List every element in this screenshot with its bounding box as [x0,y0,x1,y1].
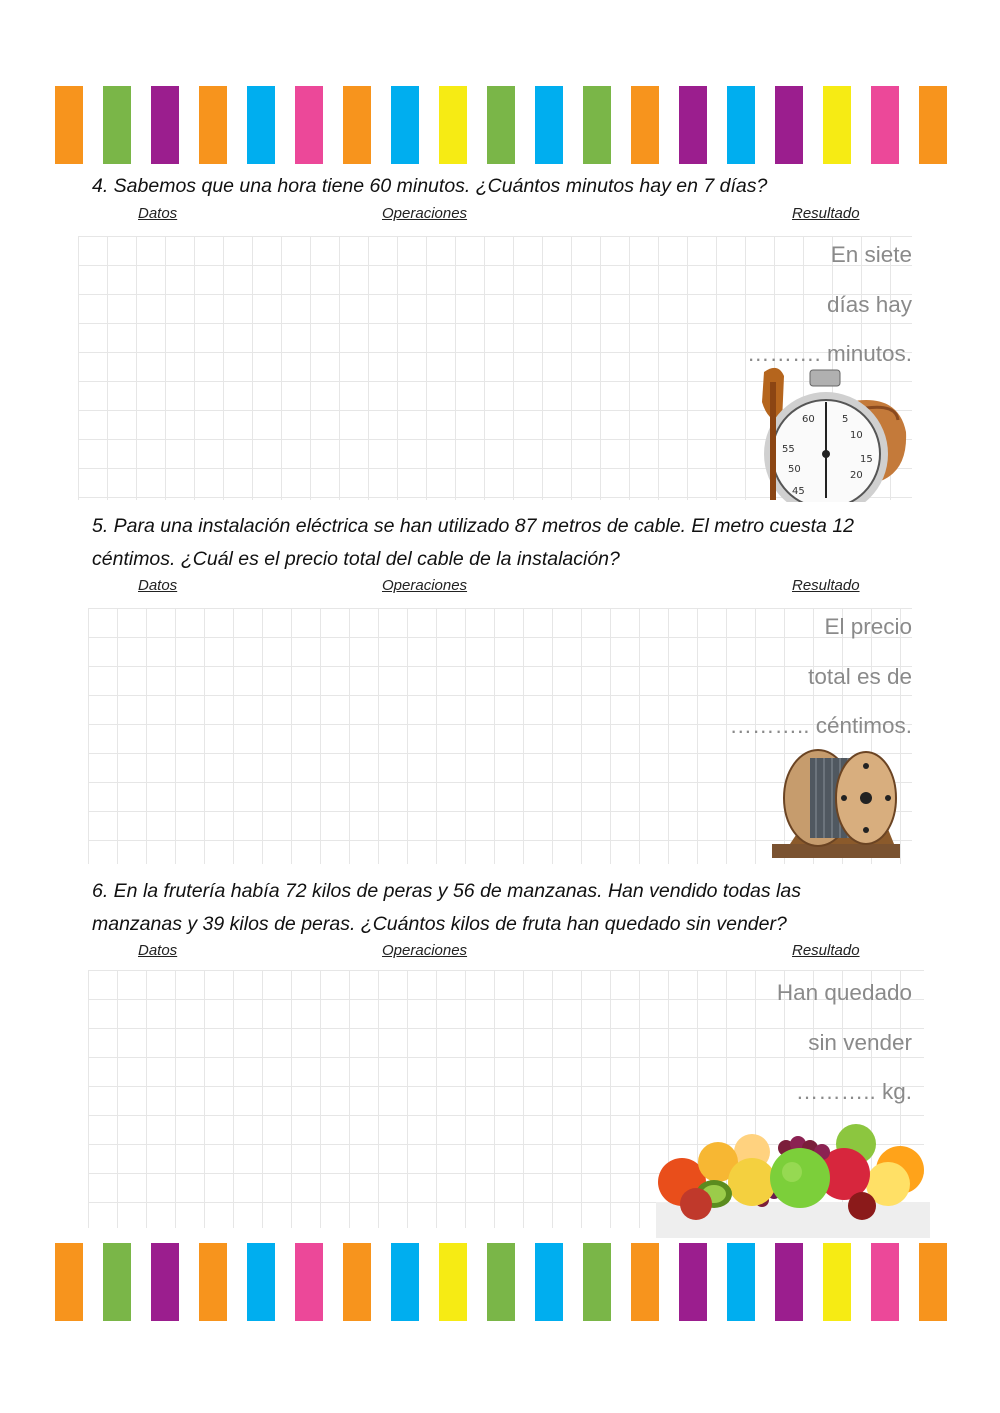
stripe-bar [487,86,515,164]
svg-text:45: 45 [792,486,805,497]
stripe-bar [919,86,947,164]
stripe-bar [631,86,659,164]
stripe-bar [679,86,707,164]
stripe-bar [535,1243,563,1321]
stripe-bar [487,1243,515,1321]
stripe-bar [823,1243,851,1321]
fruit-pile-icon [656,1112,930,1238]
question-4: 4. Sabemos que una hora tiene 60 minutos. ¿Cuántos minutos hay en 7 días? [92,175,768,197]
stripe-bar [151,86,179,164]
svg-text:20: 20 [850,470,863,481]
label-datos: Datos [138,577,178,594]
stripe-bar [439,86,467,164]
question-5 [92,510,922,576]
svg-text:50: 50 [788,464,801,475]
label-operaciones: Operaciones [382,942,468,959]
stripe-bar [55,86,83,164]
stripe-bar [823,86,851,164]
svg-text:55: 55 [782,444,795,455]
bottom-stripe-border [55,1243,945,1321]
question-5-line-1: 5. Para una instalación eléctrica se han utilizado 87 metros de cable. El metro cuesta 12 [92,515,855,537]
stripe-bar [199,86,227,164]
svg-text:10: 10 [850,430,863,441]
question-6 [92,875,922,941]
stripe-bar [535,86,563,164]
stripe-bar [151,1243,179,1321]
cable-reel-icon [770,744,902,862]
answer-4 [747,230,912,379]
stripe-bar [103,86,131,164]
stripe-bar [247,1243,275,1321]
stripe-bar [583,86,611,164]
question-5-line-2: céntimos. ¿Cuál es el precio total del cable de la instalación? [92,548,620,570]
answer-5-line-1: El precio [824,614,912,639]
top-stripe-border [55,86,945,164]
stripe-bar [679,1243,707,1321]
stopwatch-icon [758,362,910,502]
stripe-bar [295,1243,323,1321]
answer-4-line-3[interactable]: ………. minutos. [746,341,912,366]
answer-5-line-3[interactable]: ……….. céntimos. [729,713,912,738]
answer-6-line-1: Han quedado [776,980,912,1005]
answer-5-line-2: total es de [808,663,912,689]
stripe-bar [583,1243,611,1321]
stripe-bar [871,1243,899,1321]
stripe-bar [391,1243,419,1321]
stripe-bar [295,86,323,164]
stripe-bar [919,1243,947,1321]
stripe-bar [391,86,419,164]
label-resultado: Resultado [792,577,860,594]
label-datos: Datos [138,942,178,959]
stripe-bar [439,1243,467,1321]
stripe-bar [247,86,275,164]
answer-6-line-3[interactable]: ……….. kg. [795,1079,912,1104]
question-6-line-1: 6. En la frutería había 72 kilos de peras y 56 de manzanas. Han vendido todas las [92,880,801,902]
stripe-bar [727,1243,755,1321]
stripe-bar [871,86,899,164]
answer-6-line-2: sin vender [808,1029,912,1055]
stripe-bar [55,1243,83,1321]
answer-4-line-1: En siete [830,242,912,267]
svg-text:60: 60 [802,414,815,425]
stripe-bar [199,1243,227,1321]
label-resultado: Resultado [792,205,860,222]
label-operaciones: Operaciones [382,205,468,222]
svg-text:5: 5 [842,414,849,425]
label-datos: Datos [138,205,178,222]
stripe-bar [775,1243,803,1321]
answer-5 [729,602,912,751]
stripe-bar [727,86,755,164]
stripe-bar [343,86,371,164]
stripe-bar [775,86,803,164]
svg-text:15: 15 [860,454,873,465]
answer-4-line-2: días hay [826,291,912,317]
question-6-line-2: manzanas y 39 kilos de peras. ¿Cuántos kilos de fruta han quedado sin vender? [92,913,787,935]
stripe-bar [103,1243,131,1321]
answer-6 [777,968,912,1117]
stripe-bar [631,1243,659,1321]
stripe-bar [343,1243,371,1321]
label-operaciones: Operaciones [382,577,468,594]
label-resultado: Resultado [792,942,860,959]
